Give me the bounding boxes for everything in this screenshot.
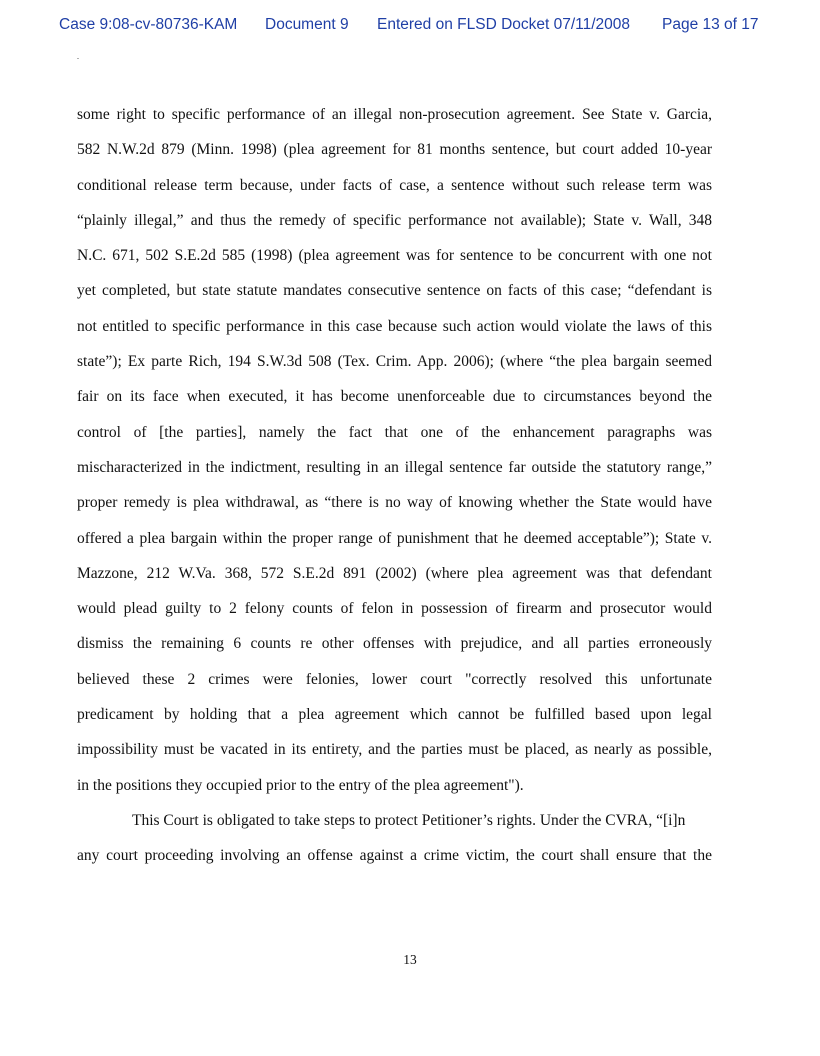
text-line: not entitled to specific performance in this case because such action would violate the laws of this	[77, 317, 712, 335]
text-line: N.C. 671, 502 S.E.2d 585 (1998) (plea agreement was for sentence to be concurrent with one not	[77, 247, 712, 265]
scan-artifact	[77, 58, 79, 59]
text-line: control of [the parties], namely the fact that one of the enhancement paragraphs was	[77, 423, 712, 441]
header-entered-date: Entered on FLSD Docket 07/11/2008	[377, 16, 631, 33]
text-line: 582 N.W.2d 879 (Minn. 1998) (plea agreement for 81 months sentence, but court added 10-year	[77, 141, 712, 159]
text-line: conditional release term because, under facts of case, a sentence without such release term was	[77, 176, 712, 194]
text-line: impossibility must be vacated in its entirety, and the parties must be placed, as nearly as possible,	[77, 741, 712, 759]
text-line: “plainly illegal,” and thus the remedy of specific performance not available); State v. Wall, 348	[77, 211, 712, 229]
header-document-number: Document 9	[265, 16, 349, 33]
text-line: yet completed, but state statute mandates consecutive sentence on facts of this case; “defendant is	[77, 282, 712, 300]
text-line: predicament by holding that a plea agreement which cannot be fulfilled based upon legal	[77, 706, 712, 724]
docket-header	[0, 16, 820, 38]
header-case-number: Case 9:08-cv-80736-KAM	[59, 16, 238, 33]
text-line: some right to specific performance of an illegal non-prosecution agreement. See State v. Garcia,	[77, 106, 712, 123]
text-line: state”); Ex parte Rich, 194 S.W.3d 508 (Tex. Crim. App. 2006); (where “the plea bargain seemed	[77, 353, 712, 371]
text-line: would plead guilty to 2 felony counts of felon in possession of firearm and prosecutor would	[77, 600, 712, 618]
text-line: mischaracterized in the indictment, resulting in an illegal sentence far outside the statutory range,”	[77, 458, 712, 476]
text-line: in the positions they occupied prior to the entry of the plea agreement").	[77, 776, 524, 794]
text-line: offered a plea bargain within the proper range of punishment that he deemed acceptable”); State v.	[77, 529, 712, 547]
text-line: dismiss the remaining 6 counts re other offenses with prejudice, and all parties erroneously	[77, 635, 712, 653]
text-line: Mazzone, 212 W.Va. 368, 572 S.E.2d 891 (2002) (where plea agreement was that defendant	[77, 564, 712, 582]
paragraph-first-line: This Court is obligated to take steps to protect Petitioner’s rights. Under the CVRA, “[i]n	[132, 811, 686, 829]
text-line: fair on its face when executed, it has become unenforceable due to circumstances beyond the	[77, 388, 712, 406]
document-body	[77, 97, 712, 874]
text-line: any court proceeding involving an offense against a crime victim, the court shall ensure that the	[77, 847, 712, 865]
header-page-count: Page 13 of 17	[662, 16, 759, 33]
text-line: proper remedy is plea withdrawal, as “there is no way of knowing whether the State would have	[77, 494, 712, 512]
text-line: believed these 2 crimes were felonies, lower court "correctly resolved this unfortunate	[77, 670, 712, 688]
page-number: 13	[403, 952, 417, 967]
